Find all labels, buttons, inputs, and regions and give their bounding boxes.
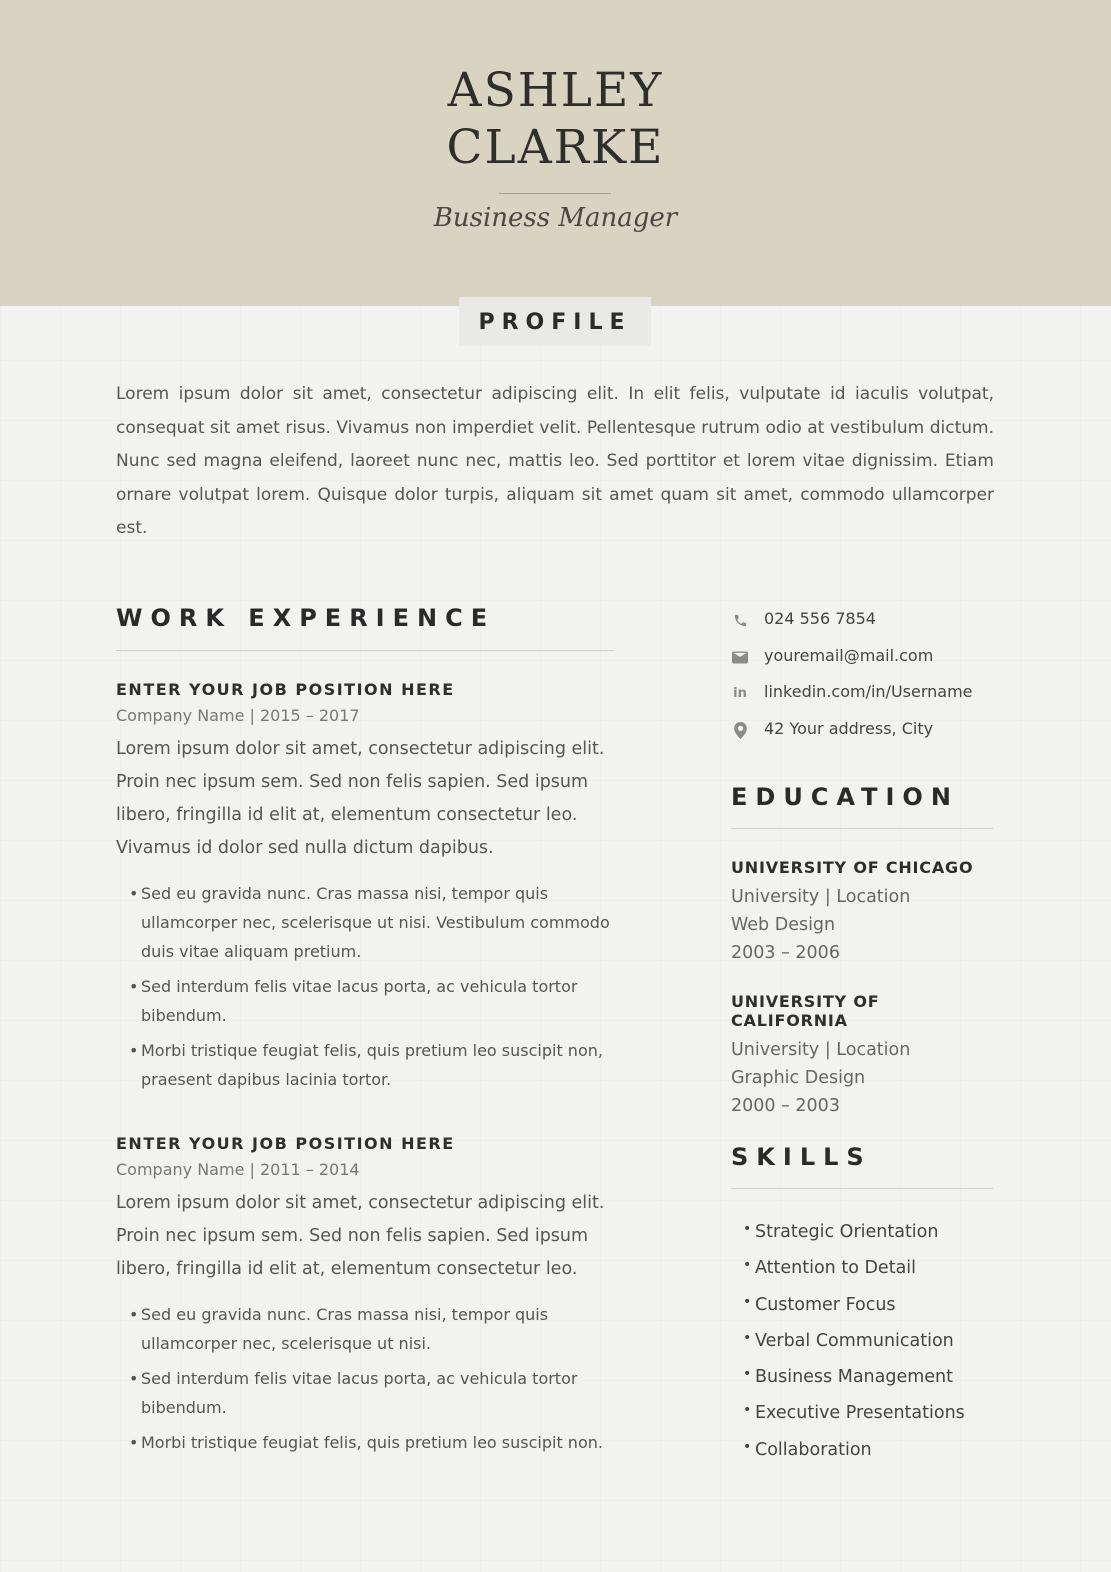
candidate-name (0, 62, 1111, 176)
education-divider (731, 828, 993, 829)
education-location: University | Location (731, 1040, 911, 1060)
name-last: CLARKE (446, 120, 665, 175)
work-experience-heading: WORK EXPERIENCE (116, 604, 496, 632)
contact-phone (731, 609, 1001, 635)
job-bullet: • Sed eu gravida nunc. Cras massa nisi, tempor quis ullamcorper nec, scelerisque ut nisi. (116, 1300, 616, 1358)
profile-heading: PROFILE (459, 297, 651, 346)
contact-linkedin-text[interactable]: linkedin.com/in/Username (764, 682, 973, 701)
skills-divider (731, 1188, 993, 1189)
job-bullet: • Morbi tristique feugiat felis, quis pretium leo suscipit non, praesent dapibus lacinia tortor. (116, 1036, 616, 1094)
job-position: ENTER YOUR JOB POSITION HERE (116, 1134, 455, 1153)
email-icon (731, 648, 749, 666)
linkedin-icon: in (733, 685, 747, 701)
education-entry (731, 992, 1001, 1120)
contact-email (731, 646, 1001, 672)
education-field: Graphic Design (731, 1068, 866, 1088)
job-company: Company Name | 2011 – 2014 (116, 1160, 360, 1179)
contact-phone-text: 024 556 7854 (764, 609, 876, 628)
job-position: ENTER YOUR JOB POSITION HERE (116, 680, 455, 699)
education-school: UNIVERSITY OF CALIFORNIA (731, 992, 880, 1030)
skill-item: • Collaboration (743, 1432, 965, 1468)
skill-item: • Verbal Communication (743, 1323, 965, 1359)
skill-item: • Strategic Orientation (743, 1214, 965, 1250)
candidate-title: Business Manager (433, 203, 678, 233)
name-first: ASHLEY (447, 63, 664, 118)
job-description: Lorem ipsum dolor sit amet, consectetur adipiscing elit. Proin nec ipsum sem. Sed non felis sapien. Sed ipsum libero, fringilla id elit at, elementum consectetur leo. Vivamus id dolor sed nulla dictum dapibus. (116, 739, 605, 858)
education-school: UNIVERSITY OF CHICAGO (731, 858, 974, 877)
job-company: Company Name | 2015 – 2017 (116, 706, 360, 725)
education-years: 2000 – 2003 (731, 1096, 840, 1116)
skill-item: • Attention to Detail (743, 1250, 965, 1286)
education-location: University | Location (731, 887, 911, 907)
contact-address-text: 42 Your address, City (764, 719, 934, 738)
skills-list (743, 1214, 965, 1468)
job-bullet: • Morbi tristique feugiat felis, quis pretium leo suscipit non. (116, 1428, 616, 1457)
job-bullet: • Sed interdum felis vitae lacus porta, ac vehicula tortor bibendum. (116, 1364, 616, 1422)
contact-linkedin (731, 682, 1001, 708)
job-entry (116, 1134, 616, 1463)
work-experience-divider (116, 650, 614, 651)
skill-item: • Executive Presentations (743, 1395, 965, 1431)
job-description: Lorem ipsum dolor sit amet, consectetur adipiscing elit. Proin nec ipsum sem. Sed non felis sapien. Sed ipsum libero, fringilla id elit at, elementum consectetur leo. (116, 1193, 605, 1279)
skill-item: • Customer Focus (743, 1287, 965, 1323)
profile-summary: Lorem ipsum dolor sit amet, consectetur adipiscing elit. In elit felis, vulputate id iaculis volutpat, consequat sit amet risus. Vivamus non imperdiet velit. Pellentesque rutrum odio at vestibulum dictum. Nunc sed magna eleifend, laoreet nunc nec, mattis leo. Sed porttitor et lorem vitae dignissim. Etiam ornare volutpat lorem. Quisque dolor turpis, aliquam sit amet quam sit amet, commodo ullamcorper est. (116, 384, 994, 538)
education-years: 2003 – 2006 (731, 943, 840, 963)
education-entry (731, 858, 1001, 967)
education-field: Web Design (731, 915, 836, 935)
location-icon (731, 721, 749, 739)
job-bullet: • Sed eu gravida nunc. Cras massa nisi, tempor quis ullamcorper nec, scelerisque ut nisi. Vestibulum commodo duis vitae aliquam pretium. (116, 879, 616, 966)
job-bullets (116, 879, 616, 1094)
name-divider (499, 193, 611, 194)
education-heading: EDUCATION (731, 783, 959, 811)
job-bullet: • Sed interdum felis vitae lacus porta, ac vehicula tortor bibendum. (116, 972, 616, 1030)
skill-item: • Business Management (743, 1359, 965, 1395)
job-bullets (116, 1300, 616, 1457)
skills-heading: SKILLS (731, 1143, 872, 1171)
job-entry (116, 680, 616, 1100)
phone-icon (731, 611, 749, 629)
contact-email-text[interactable]: youremail@mail.com (764, 646, 934, 665)
contact-address (731, 719, 1001, 745)
